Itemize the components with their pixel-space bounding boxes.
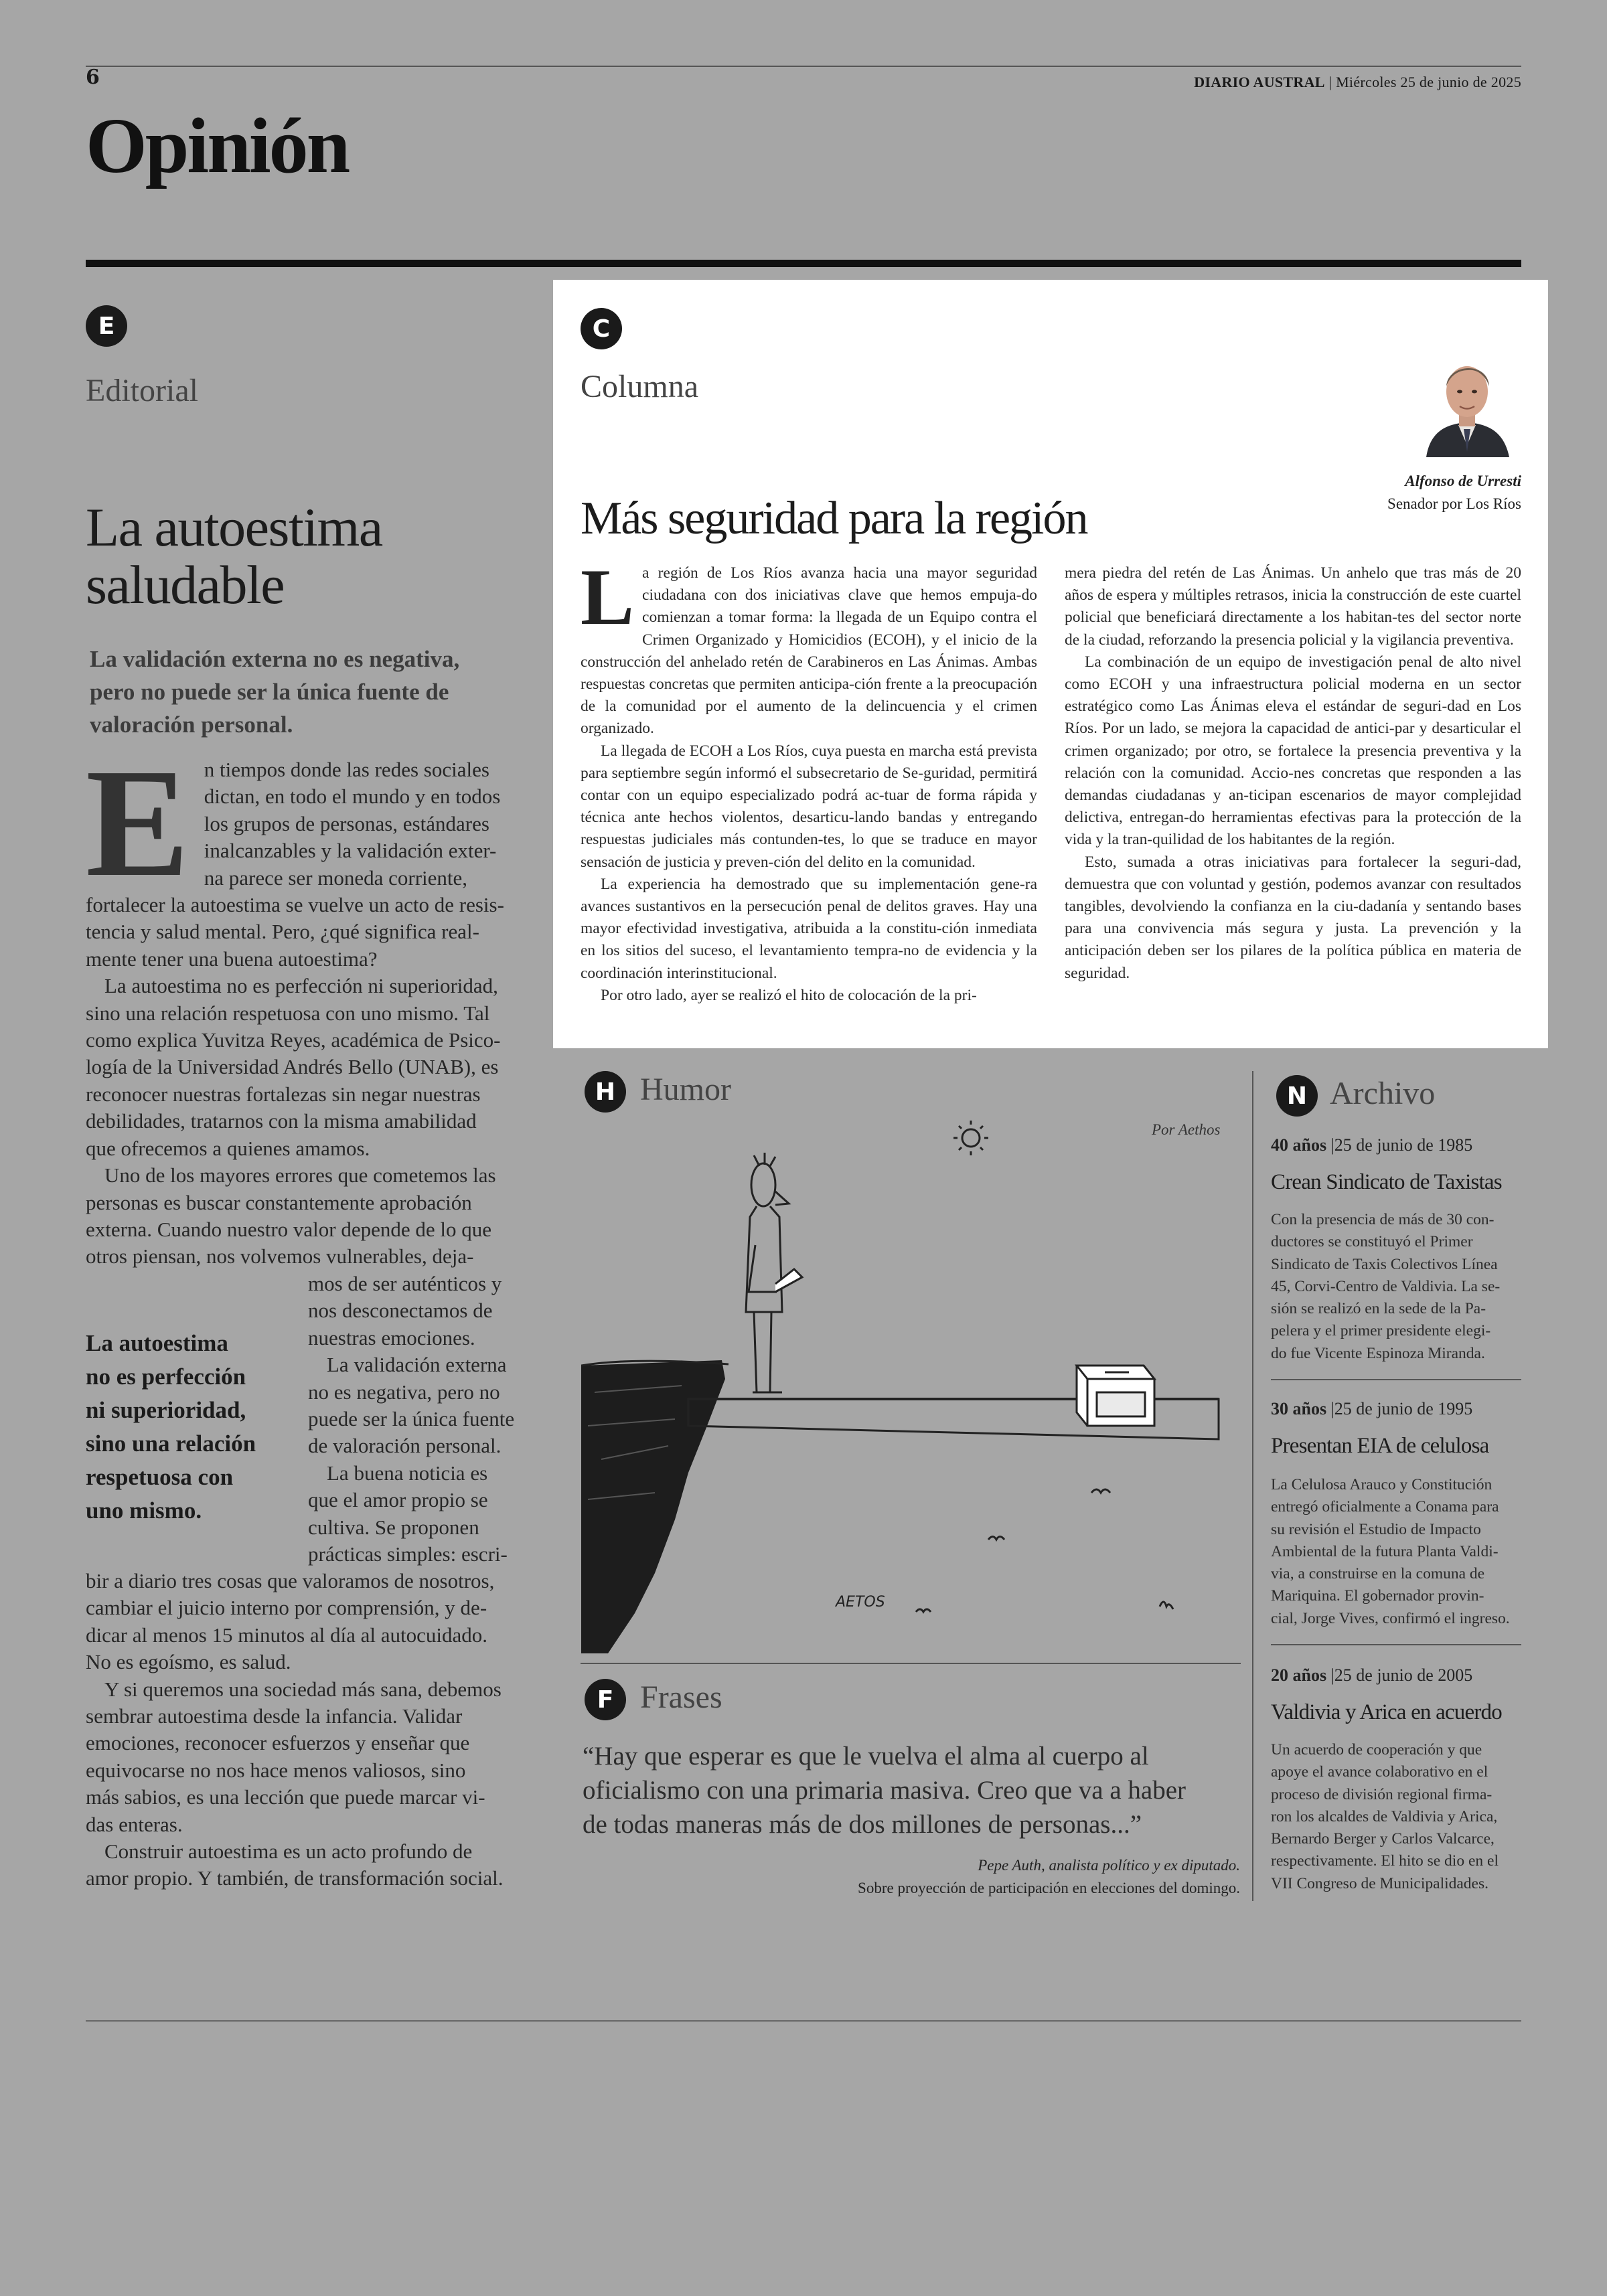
- editorial-label: Editorial: [86, 373, 198, 408]
- archive-item-1-text: Con la presencia de más de 30 con- ductores se constituyó el Primer Sindicato de Taxis Colectivos Línea 45, Corvi-Centro de Valdivia. La se- sión se realizó en la sede de la Pa- pelera y el primer presidente elegi- do fue Vicente Espinoza Miranda.: [1271, 1211, 1501, 1362]
- archive-icon: N: [1276, 1075, 1318, 1117]
- humor-byline: Por Aethos: [1152, 1121, 1221, 1138]
- editorial-icon: E: [86, 305, 127, 347]
- masthead-date: | Miércoles 25 de junio de 2025: [1328, 74, 1521, 90]
- phrases-icon: F: [585, 1679, 626, 1720]
- archive-rule-1: [1271, 1379, 1521, 1380]
- phrases-source: Sobre proyección de participación en elecciones del domingo.: [858, 1880, 1240, 1896]
- archive-item-2-date: 30 años |25 de junio de 1995: [1271, 1399, 1473, 1418]
- column-dropcap: L: [581, 552, 635, 641]
- editorial-dropcap: E: [86, 756, 189, 892]
- editorial-body-end: bir a diario tres cosas que valoramos de nosotros, cambiar el juicio interno por comprensión, y de- dicar al menos 15 minutos al día al autocuidado. No es egoísmo, es salud. Y si queremos una sociedad más sana, debemos sembrar autoestima desde la infancia. Validar emociones, reconocer esfuerzos y enseñar que equivocarse no nos hace menos valiosos, sino más sabios, es una lección que puede marcar vi- das enteras. Construir autoestima es un acto profundo de amor propio. Y también, de transformación social.: [86, 1569, 504, 1890]
- section-title: Opinión: [86, 102, 349, 189]
- archive-item-3-date: 20 años |25 de junio de 2005: [1271, 1665, 1473, 1685]
- column-text-right: mera piedra del retén de Las Ánimas. Un anhelo que tras más de 20 años de espera y múltiples retrasos, inicia la construcción de este cuartel policial que beneficiará directamente a los habitan-tes del sector norte de la ciudad, reforzando la presencia policial y la vigilancia preventiva. La combinación de un equipo de investigación penal de alto nivel como ECOH y una infraestructura policial moderna en un sector estratégico como Las Ánimas eleva el estándar de seguri-dad en Los Ríos. Por un lado, se mejora la capacidad de antici-par y desarticular el crimen organizado; por otro, se fortalece la presencia preventiva y la relación con la comunidad. Accio-nes concretas que responden a las demandas ciudadanas y an-ticipan escenarios de mayor complejidad delictiva, entregan-do herramientas efectivas para la protección de la vida y la tran-quilidad de los habitantes de la región. Esto, sumada a otras iniciativas para fortalecer la seguri-dad, demuestra que con voluntad y gestión, podemos avanzar con resultados tangibles, devolviendo la confianza en la ciu-dadanía y sentando bases para una convivencia más segura y justa. La prevención y la anticipación deben ser los pilares de la política pública en materia de seguridad.: [1065, 564, 1521, 982]
- archive-rule-2: [1271, 1644, 1521, 1645]
- archive-label: Archivo: [1330, 1076, 1436, 1111]
- column-text-left: La región de Los Ríos avanza hacia una mayor seguridad ciudadana con dos iniciativas clave que hemos empuja-do comienzan a tomar forma: la llegada de un Equipo contra el Crimen Organizado y Homicidios (ECOH), y el inicio de la construcción del anhelado retén de Carabineros en Las Ánimas. Ambas respuestas concretas que permiten anticipa-ción frente a la preocupación de la comunidad por el aumento de la delincuencia y el crimen organizado. La llegada de ECOH a Los Ríos, cuya puesta en marcha está prevista para septiembre según informó el subsecretario de Se-guridad, permitirá contar con un equipo especializado podrá ac-tuar de forma rápida y técnica ante hechos violentos, desarticu-lando bandas y entregando respuestas judiciales más contunden-tes, lo que se traduce en mayor sensación de justicia y preven-ción del delito en la comunidad. La experiencia ha demostrado que su implementación gene-ra avances sustantivos en la persecución penal de delitos graves. Hay una mayor efectividad investigativa, atribuida a la constitu-ción inmediata en los sitios del suceso, el levantamiento tempra-no de evidencia y la coordinación interinstitucional. Por otro lado, ayer se realizó el hito de colocación de la pri-: [581, 552, 1037, 1004]
- archive-divider: [1252, 1071, 1253, 1901]
- archive-item-3-text: Un acuerdo de cooperación y que apoye el avance colaborativo en el proceso de división regional firma- ron los alcaldes de Valdivia y Arica, Bernardo Berger y Carlos Valcarce, respectivamente. El hito se dio en el VII Congreso de Municipalidades.: [1271, 1741, 1499, 1892]
- archive-item-2-text: La Celulosa Arauco y Constitución entregó oficialmente a Conama para su revisión el Estudio de Impacto Ambiental de la futura Planta Valdi- via, a construirse en la comuna de Mariquina. El gobernador provin- cial, Jorge Vives, confirmó el ingreso.: [1271, 1476, 1510, 1627]
- column-label: Columna: [581, 369, 698, 404]
- masthead: [1194, 74, 1521, 91]
- column-author-role: Senador por Los Ríos: [1387, 495, 1521, 512]
- phrases-rule: [581, 1663, 1241, 1664]
- editorial-body-narrow: mos de ser auténticos y nos desconectamos de nuestras emociones. La validación externa no es negativa, pero no puede ser la única fuente de valoración personal. La buena noticia es que el amor propio se cultiva. Se proponen prácticas simples: escri-: [308, 1272, 515, 1566]
- masthead-name: DIARIO AUSTRAL: [1194, 74, 1325, 90]
- column-headline: Más seguridad para la región: [581, 493, 1087, 544]
- editorial-subhead: La validación externa no es negativa, pero no puede ser la única fuente de valoración personal.: [90, 646, 460, 738]
- humor-label: Humor: [640, 1072, 731, 1107]
- phrases-label: Frases: [640, 1679, 722, 1715]
- cartoon-illustration: [581, 1111, 1244, 1653]
- cartoon-signature: AETOS: [836, 1594, 885, 1611]
- page-number: 6: [86, 66, 100, 89]
- editorial-body: E n tiempos donde las redes sociales dictan, en todo el mundo y en todos los grupos de personas, estándares inalcanzables y la validación exter- na parece ser moneda corriente, fortalecer la autoestima se vuelve un acto de resis- tencia y salud mental. Pero, ¿qué significa real- mente tener una buena autoestima? La autoestima no es perfección ni superioridad, sino una relación respetuosa con uno mismo. Tal como explica Yuvitza Reyes, académica de Psico- logía de la Universidad Andrés Bello (UNAB), es reconocer nuestras fortalezas sin negar nuestras debilidades, tratarnos con la misma amabilidad que ofrecemos a quienes amamos. Uno de los mayores errores que cometemos las personas es buscar constantemente aprobación externa. Cuando nuestro valor depende de lo que otros piensan, nos volvemos vulnerables, deja-: [86, 756, 504, 1268]
- archive-item-3-title: Valdivia y Arica en acuerdo: [1271, 1700, 1502, 1724]
- top-rule: [86, 66, 1521, 67]
- archive-item-1-title: Crean Sindicato de Taxistas: [1271, 1170, 1502, 1194]
- phrases-quote: “Hay que esperar es que le vuelva el alma al cuerpo al oficialismo con una primaria masiva. Creo que va a haber de todas maneras más de dos millones de personas...”: [583, 1742, 1186, 1839]
- author-photo: [1421, 345, 1513, 457]
- column-icon: C: [581, 308, 622, 349]
- editorial-pullquote: La autoestima no es perfección ni superioridad, sino una relación respetuosa con uno mismo.: [86, 1330, 256, 1524]
- archive-item-2-title: Presentan EIA de celulosa: [1271, 1434, 1489, 1458]
- humor-icon: H: [585, 1071, 626, 1113]
- phrases-author: Pepe Auth, analista político y ex diputado.: [978, 1857, 1240, 1874]
- bottom-rule: [86, 2020, 1521, 2022]
- column-author-name: Alfonso de Urresti: [1405, 473, 1521, 489]
- editorial-headline: La autoestima saludable: [86, 497, 382, 615]
- archive-item-1-date: 40 años |25 de junio de 1985: [1271, 1135, 1473, 1155]
- section-rule: [86, 260, 1521, 267]
